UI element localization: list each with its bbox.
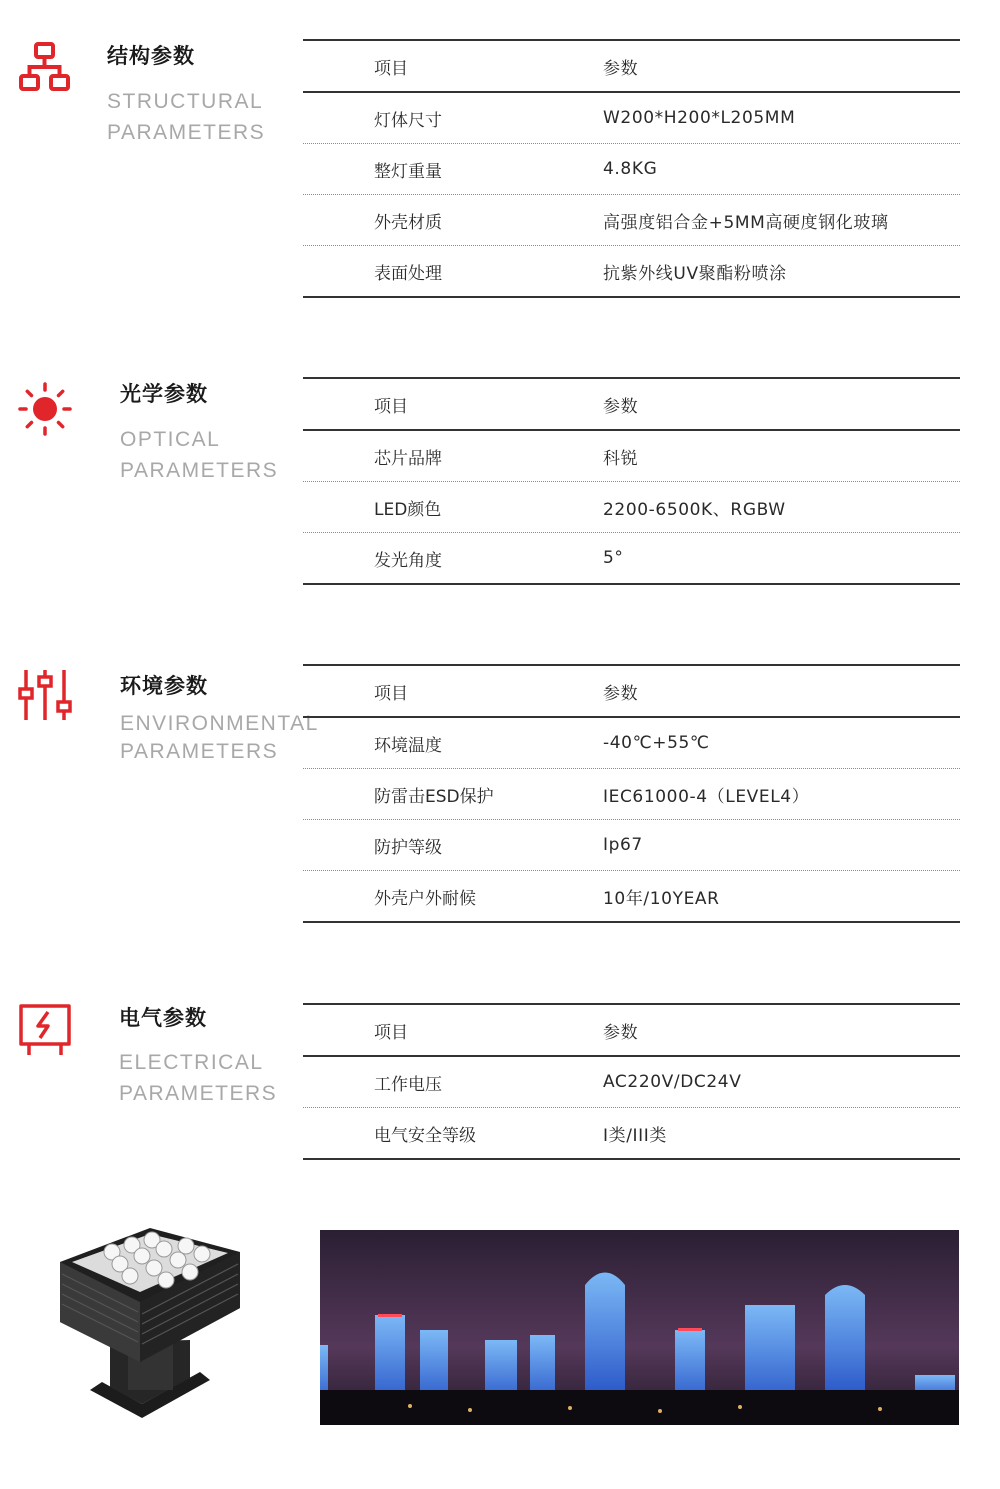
row-value: 10年/10YEAR — [603, 888, 720, 909]
header-value-label: 参数 — [603, 58, 639, 79]
table-row — [303, 1055, 960, 1107]
row-key: 环境温度 — [374, 735, 442, 756]
section-title-en-line2: PARAMETERS — [120, 459, 279, 482]
section-title-cn: 电气参数 — [119, 1006, 207, 1030]
table-row — [303, 532, 960, 583]
row-key: 防护等级 — [374, 837, 442, 858]
table-row — [303, 481, 960, 532]
row-key: 灯体尺寸 — [374, 110, 442, 131]
row-key: 整灯重量 — [374, 161, 442, 182]
table-row — [303, 245, 960, 296]
header-value-label: 参数 — [603, 1022, 639, 1043]
row-value: 2200-6500K、RGBW — [603, 499, 786, 520]
section-title-en-line1: ENVIRONMENTAL — [120, 712, 319, 735]
header-item-label: 项目 — [374, 58, 408, 79]
row-value: 4.8KG — [603, 159, 658, 179]
row-value: 5° — [603, 548, 624, 568]
row-key: 外壳材质 — [374, 212, 442, 233]
table-header-row — [303, 1005, 960, 1055]
row-value: 高强度铝合金+5MM高硬度钢化玻璃 — [603, 212, 889, 233]
section-title-en-line2: PARAMETERS — [120, 740, 279, 763]
section-title-en-line1: ELECTRICAL — [119, 1051, 264, 1074]
floodlight-product-photo — [50, 1222, 250, 1422]
section-title-en-line2: PARAMETERS — [119, 1082, 278, 1105]
row-key: 外壳户外耐候 — [374, 888, 476, 909]
section-title-en-line2: PARAMETERS — [107, 121, 266, 144]
network-structure-icon — [18, 41, 72, 95]
row-value: I类/III类 — [603, 1125, 667, 1146]
row-key: 表面处理 — [374, 263, 442, 284]
environmental-parameters-table — [303, 664, 960, 923]
electrical-panel-icon — [18, 1003, 72, 1057]
table-header-row — [303, 666, 960, 716]
table-header-row — [303, 41, 960, 91]
electrical-parameters-table — [303, 1003, 960, 1160]
table-row — [303, 194, 960, 245]
header-value-label: 参数 — [603, 683, 639, 704]
row-value: W200*H200*L205MM — [603, 108, 796, 128]
table-header-row — [303, 379, 960, 429]
section-title-cn: 环境参数 — [120, 674, 208, 698]
row-value: 科锐 — [603, 448, 639, 469]
row-key: 工作电压 — [374, 1074, 442, 1095]
section-title-en-line1: STRUCTURAL — [107, 90, 264, 113]
section-title-cn: 光学参数 — [120, 382, 208, 406]
table-row — [303, 870, 960, 921]
row-value: AC220V/DC24V — [603, 1072, 742, 1092]
row-key: 防雷击ESD保护 — [374, 786, 494, 807]
sliders-icon — [18, 668, 72, 722]
table-row — [303, 716, 960, 768]
section-title-cn: 结构参数 — [107, 44, 195, 68]
sun-icon — [18, 382, 72, 436]
optical-parameters-table — [303, 377, 960, 585]
header-value-label: 参数 — [603, 396, 639, 417]
section-title-en-line1: OPTICAL — [120, 428, 221, 451]
header-item-label: 项目 — [374, 1022, 408, 1043]
row-key: 发光角度 — [374, 550, 442, 571]
header-item-label: 项目 — [374, 396, 408, 417]
structural-parameters-table — [303, 39, 960, 298]
city-night-skyline-photo — [320, 1230, 959, 1425]
row-key: 芯片品牌 — [374, 448, 442, 469]
table-row — [303, 143, 960, 194]
row-value: -40℃+55℃ — [603, 733, 710, 753]
header-item-label: 项目 — [374, 683, 408, 704]
table-row — [303, 819, 960, 870]
table-row — [303, 429, 960, 481]
table-row — [303, 91, 960, 143]
row-key: LED颜色 — [374, 499, 442, 520]
row-value: 抗紫外线UV聚酯粉喷涂 — [603, 263, 787, 284]
table-row — [303, 1107, 960, 1158]
row-key: 电气安全等级 — [374, 1125, 476, 1146]
row-value: IEC61000-4（LEVEL4） — [603, 786, 810, 807]
table-row — [303, 768, 960, 819]
row-value: Ip67 — [603, 835, 643, 855]
